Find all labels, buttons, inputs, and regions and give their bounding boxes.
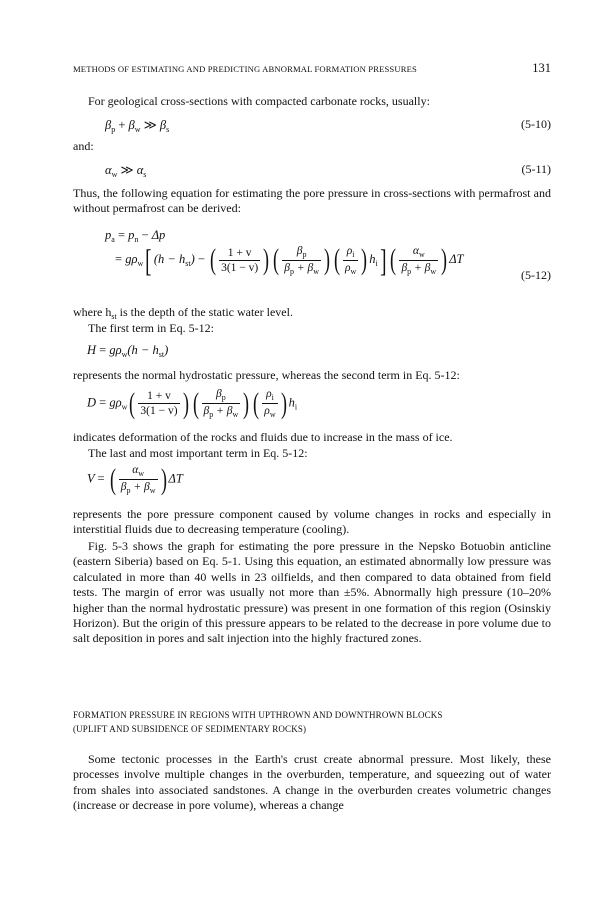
last-term-text: The last and most important term in Eq. 5-12: xyxy=(88,446,308,460)
and-text: and: xyxy=(73,139,94,153)
last-paragraph: Some tectonic processes in the Earth's crust create abnormal pressure. Most likely, these processes involve multiple changes in the overburden, temperature, and squeezing out of water from shales into associated sandstones. A change in the overburden creates volumetric changes (increase or decrease in pore volume), whereas a change xyxy=(73,752,551,813)
thus-paragraph: Thus, the following equation for estimating the pore pressure in cross-sections with permafrost and without permafrost can be derived: xyxy=(73,186,551,216)
indicates-text: indicates deformation of the rocks and fluids due to increase in the mass of ice. xyxy=(73,430,453,444)
equation-V: V = ( $\frac{\alpha_w}{\beta_p + \beta_w}$ ) ΔT xyxy=(87,462,183,496)
intro-paragraph: For geological cross-sections with compacted carbonate rocks, usually: xyxy=(88,94,430,108)
equation-number: (5-12) xyxy=(521,268,551,282)
equation-5-12-line1: $p_a = p_n - \Delta p$ xyxy=(105,228,166,244)
page-number: 131 xyxy=(532,61,551,75)
where-tail: is the depth of the static water level. xyxy=(116,305,293,319)
represents-paragraph-1: represents the normal hydrostatic pressure, whereas the second term in Eq. 5-12: xyxy=(73,368,460,382)
where-text: where h xyxy=(73,305,112,319)
equation-number: (5-10) xyxy=(521,117,551,131)
section-heading-line2: (UPLIFT AND SUBSIDENCE OF SEDIMENTARY ROCKS) xyxy=(73,724,307,734)
header-title: METHODS OF ESTIMATING AND PREDICTING ABNORMAL FORMATION PRESSURES xyxy=(73,64,417,74)
equation-5-12-line2: = $g\rho_w$[ $(h - h_{st})$ − ( $\frac{1 + v}{3(1 - v)}$ ) ( $\frac{\beta_p}{\beta_p + \beta_w}$ ) ( $\frac{\rho_i}{\rho_w}$ ) $h_i$] ( $\frac{\alpha_w}{\beta_p + \beta_w}$ ) ΔT (5-12) xyxy=(115,242,551,282)
running-header xyxy=(73,61,551,77)
section-heading-line1: FORMATION PRESSURE IN REGIONS WITH UPTHROWN AND DOWNTHROWN BLOCKS xyxy=(73,710,443,720)
represents-paragraph-2: represents the pore pressure component caused by volume changes in rocks and especially in interstitial fluids due to decreasing temperature (cooling). xyxy=(73,507,551,537)
equation-D: $D = g\rho_w$( $\frac{1 + v}{3(1 - v)}$ ) ( $\frac{\beta_p}{\beta_p + \beta_w}$ ) ( $\frac{\rho_i}{\rho_w}$ ) $h_i$ xyxy=(87,386,298,420)
equation-5-11: $\alpha_w$ ≫ $\alpha_s$ (5-11) xyxy=(105,162,551,179)
equation-5-10: $\beta_p + \beta_w$ ≫ $\beta_s$ (5-10) xyxy=(105,117,551,134)
fig-paragraph: Fig. 5-3 shows the graph for estimating the pore pressure in the Nepsko Botuobin anticline (eastern Siberia) based on Eq. 5-1. Using this equation, an estimated abnormally low pressure was calculated in more than 40 wells in 23 oilfields, and then compared to data obtained from field tests. The margin of error was usually not more than ±5%. Abnormally high pressure (10–20% higher than the normal hydrostatic pressure) was present in one formation of this region (Osinskiy Horizon). But the origin of this pressure appears to be related to the decrease in pore volume due to salt deposition in pores and salt injection into the highly fractured zones. xyxy=(73,539,551,646)
equation-H: $H = g\rho_w(h - h_{st})$ xyxy=(87,343,169,359)
where-subscript: st xyxy=(111,312,117,321)
section-heading xyxy=(73,708,443,736)
first-term-text: The first term in Eq. 5-12: xyxy=(88,321,214,335)
equation-number: (5-11) xyxy=(521,162,551,176)
